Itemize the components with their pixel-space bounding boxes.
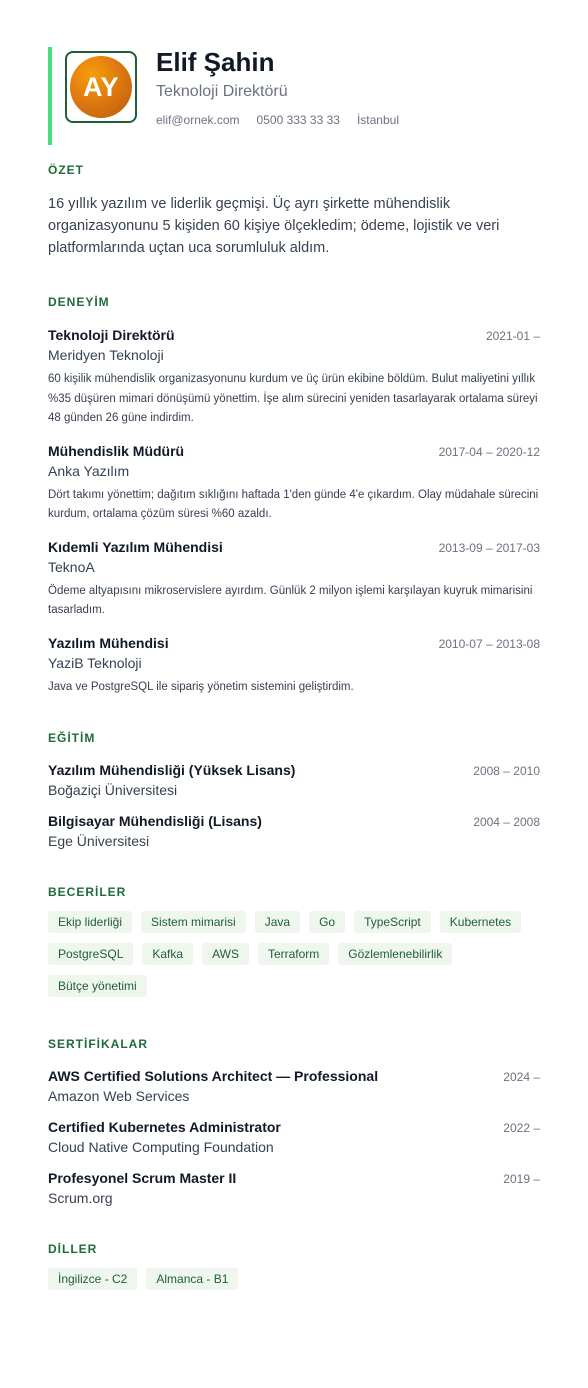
language-chip: Almanca - B1 [146, 1268, 238, 1290]
languages-section [48, 1242, 540, 1290]
experience-entry [48, 326, 540, 429]
summary-section [48, 163, 540, 259]
skill-chip: Bütçe yönetimi [48, 975, 147, 997]
contact-location: İstanbul [356, 113, 399, 127]
certification-date: 2022 – [503, 1121, 540, 1135]
job-date: 2013-09 – 2017-03 [438, 540, 540, 555]
skills-section [48, 885, 540, 997]
certification-issuer: Cloud Native Computing Foundation [48, 1139, 274, 1155]
job-title: Kıdemli Yazılım Mühendisi [48, 538, 223, 555]
person-title: Teknoloji Direktörü [156, 83, 288, 100]
contact-phone[interactable]: 0500 333 33 33 [256, 113, 340, 127]
job-description: 60 kişilik mühendislik organizasyonunu kurdum ve üç ürün ekibine böldüm. Bulut maliyetini yıllık %35 düşüren mimari dönüşümü yönettim. İşe alım sürecini yeniden tasarlayarak ortalama süreyi 48 günden 26 güne indirdim. [48, 373, 538, 424]
certification-date: 2019 – [503, 1172, 540, 1186]
certification-entry [48, 1118, 540, 1157]
resume-header [48, 47, 540, 145]
degree-title: Bilgisayar Mühendisliği (Lisans) [48, 813, 262, 829]
skill-chip: PostgreSQL [48, 943, 133, 965]
contact-row [156, 113, 399, 127]
experience-entry [48, 538, 540, 621]
avatar [70, 56, 132, 118]
certification-title: Certified Kubernetes Administrator [48, 1119, 281, 1135]
job-title: Teknoloji Direktörü [48, 327, 175, 343]
certification-title: Profesyonel Scrum Master II [48, 1170, 237, 1186]
certification-entry [48, 1169, 540, 1208]
job-date: 2017-04 – 2020-12 [438, 444, 540, 459]
person-name: Elif Şahin [156, 47, 275, 77]
job-date: 2010-07 – 2013-08 [438, 636, 540, 651]
job-date: 2021-01 – [485, 329, 540, 343]
avatar-frame [65, 51, 137, 123]
certification-title: AWS Certified Solutions Architect — Professional [48, 1068, 379, 1084]
job-description: Dört takımı yönettim; dağıtım sıklığını haftada 1'den günde 4'e çıkardım. Olay müdahale sürecini kurdum, ortalama çözüm süresi %60 azaldı. [48, 488, 539, 520]
certifications-section [48, 1037, 540, 1208]
job-title: Yazılım Mühendisi [48, 634, 169, 651]
identity-block [156, 47, 399, 127]
skill-chip: Gözlemlenebilirlik [338, 943, 452, 965]
skill-chip: Java [255, 911, 300, 933]
skill-chip: Terraform [258, 943, 329, 965]
job-company: TeknoA [48, 558, 95, 575]
skill-chip: Sistem mimarisi [141, 911, 246, 933]
degree-date: 2008 – 2010 [473, 764, 540, 778]
certification-entry [48, 1067, 540, 1106]
school-name: Ege Üniversitesi [48, 833, 150, 849]
job-company: Meridyen Teknoloji [48, 347, 164, 363]
skill-chip: TypeScript [354, 911, 431, 933]
section-title-languages: DİLLER [48, 1242, 98, 1256]
certification-issuer: Amazon Web Services [48, 1088, 190, 1104]
skills-list [48, 911, 540, 997]
resume-page [0, 47, 588, 1290]
section-title-certifications: SERTİFİKALAR [48, 1037, 148, 1051]
language-chip: İngilizce - C2 [48, 1268, 137, 1290]
section-title-education: EĞİTİM [48, 731, 96, 745]
summary-text: 16 yıllık yazılım ve liderlik geçmişi. Üç ayrı şirkette mühendislik organizasyonunu 5 kişiden 60 kişiye ölçekledim; ödeme, lojistik ve veri platformlarında uçtan uca sorumluluk aldım. [48, 196, 500, 256]
section-title-summary: ÖZET [48, 163, 84, 177]
education-entry [48, 761, 540, 800]
job-description: Java ve PostgreSQL ile sipariş yönetim sistemini geliştirdim. [48, 680, 354, 693]
experience-section [48, 295, 540, 697]
languages-list [48, 1268, 540, 1290]
skill-chip: AWS [202, 943, 249, 965]
school-name: Boğaziçi Üniversitesi [48, 782, 178, 798]
education-entry [48, 812, 540, 851]
contact-email[interactable]: elif@ornek.com [156, 113, 240, 127]
certification-issuer: Scrum.org [48, 1190, 113, 1206]
job-company: Anka Yazılım [48, 462, 130, 479]
degree-date: 2004 – 2008 [473, 815, 540, 829]
job-description: Ödeme altyapısını mikroservislere ayırdım. Günlük 2 milyon işlemi karşılayan kuyruk mimarisini tasarladım. [48, 584, 533, 616]
skill-chip: Go [309, 911, 345, 933]
degree-title: Yazılım Mühendisliği (Yüksek Lisans) [48, 762, 296, 778]
certification-date: 2024 – [503, 1070, 540, 1084]
avatar-initials: AY [82, 71, 120, 102]
experience-entry [48, 634, 540, 698]
skill-chip: Ekip liderliği [48, 911, 132, 933]
skill-chip: Kafka [142, 943, 193, 965]
section-title-skills: BECERİLER [48, 885, 127, 899]
section-title-experience: DENEYİM [48, 295, 110, 309]
education-section [48, 731, 540, 851]
skill-chip: Kubernetes [440, 911, 521, 933]
job-title: Mühendislik Müdürü [48, 442, 185, 459]
job-company: YaziB Teknoloji [48, 654, 142, 671]
experience-entry [48, 442, 540, 525]
